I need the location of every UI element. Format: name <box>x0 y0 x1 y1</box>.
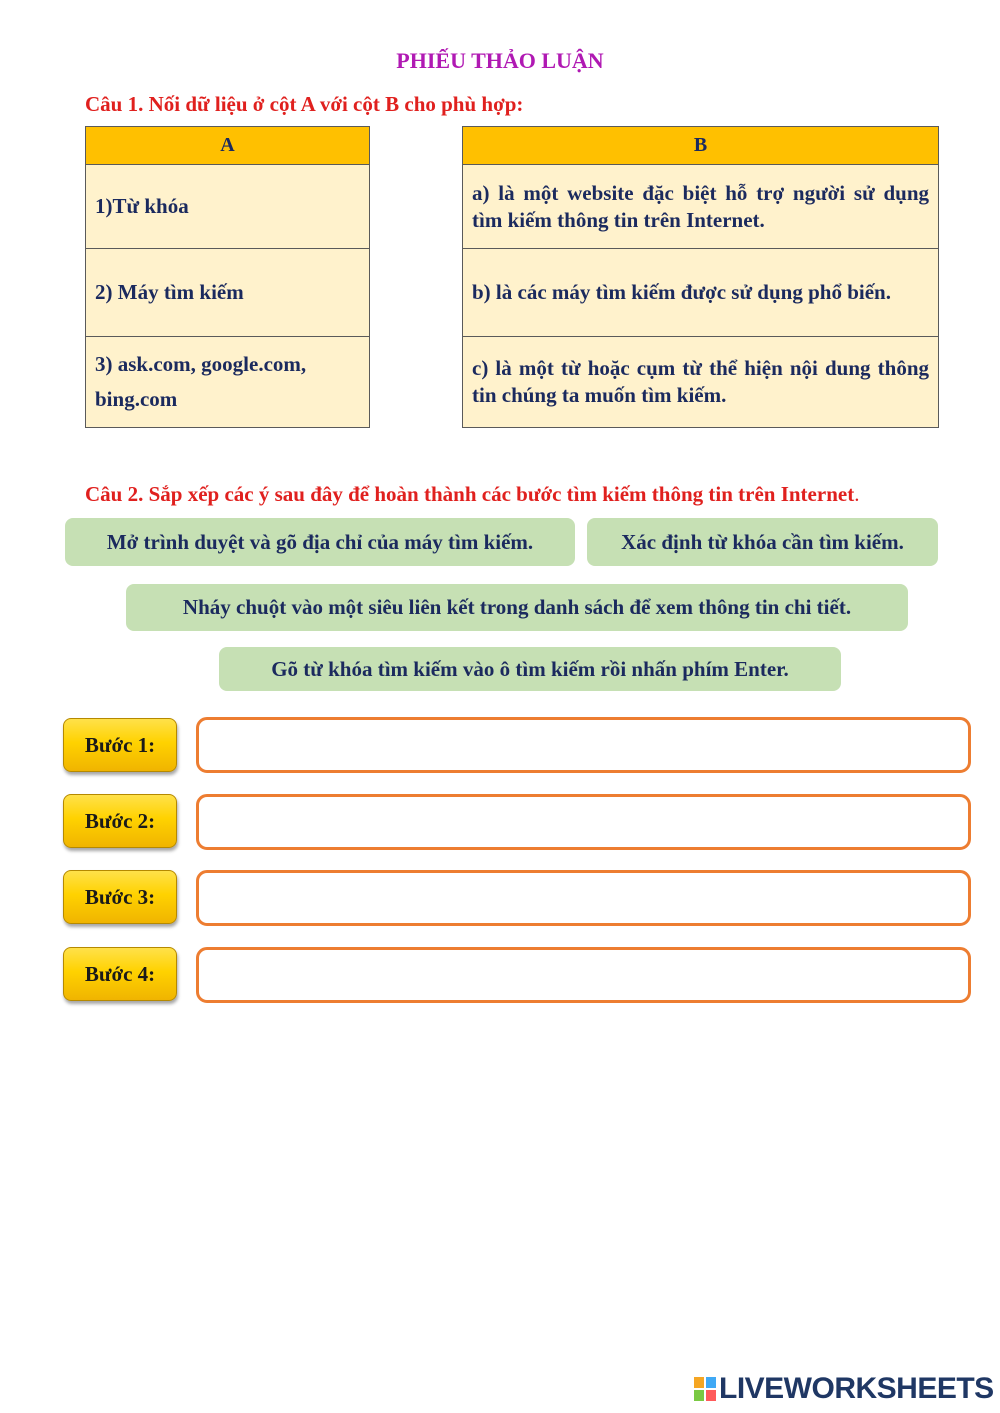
column-b-item-b[interactable]: b) là các máy tìm kiếm được sử dụng phổ biến. <box>463 249 939 337</box>
draggable-option-4[interactable]: Gõ từ khóa tìm kiếm vào ô tìm kiếm rồi nhấn phím Enter. <box>219 647 841 691</box>
step-1-drop-zone[interactable] <box>196 717 971 773</box>
step-3-drop-zone[interactable] <box>196 870 971 926</box>
page-title: PHIẾU THẢO LUẬN <box>396 48 604 73</box>
question-2-text: Câu 2. Sắp xếp các ý sau đây để hoàn thành các bước tìm kiếm thông tin trên Internet <box>85 482 855 506</box>
column-a-item-2[interactable]: 2) Máy tìm kiếm <box>86 249 370 337</box>
draggable-option-3[interactable]: Nháy chuột vào một siêu liên kết trong danh sách để xem thông tin chi tiết. <box>126 584 908 631</box>
liveworksheets-logo-icon <box>694 1377 716 1401</box>
question-1: Câu 1. Nối dữ liệu ở cột A với cột B cho phù hợp: <box>85 92 524 116</box>
column-b-item-a[interactable]: a) là một website đặc biệt hỗ trợ người sử dụng tìm kiếm thông tin trên Internet. <box>463 165 939 249</box>
column-a-item-3[interactable]: 3) ask.com, google.com, bing.com <box>86 337 370 428</box>
question-2-period: . <box>854 482 860 506</box>
table-column-a <box>85 126 370 428</box>
column-b-item-c[interactable]: c) là một từ hoặc cụm từ thể hiện nội dung thông tin chúng ta muốn tìm kiếm. <box>463 337 939 428</box>
liveworksheets-logo-text: LIVEWORKSHEETS <box>719 1372 994 1405</box>
draggable-option-1[interactable]: Mở trình duyệt và gõ địa chỉ của máy tìm kiếm. <box>65 518 575 566</box>
step-2-label: Bước 2: <box>63 794 177 848</box>
column-a-item-1[interactable]: 1)Từ khóa <box>86 165 370 249</box>
column-a-header: A <box>86 127 370 165</box>
question-2 <box>85 482 859 507</box>
liveworksheets-logo <box>694 1372 994 1405</box>
step-2-drop-zone[interactable] <box>196 794 971 850</box>
logo-square-1 <box>694 1377 704 1388</box>
column-b-header: B <box>463 127 939 165</box>
step-4-drop-zone[interactable] <box>196 947 971 1003</box>
logo-square-4 <box>706 1390 716 1401</box>
step-3-label: Bước 3: <box>63 870 177 924</box>
logo-square-2 <box>706 1377 716 1388</box>
logo-square-3 <box>694 1390 704 1401</box>
table-column-b <box>462 126 939 428</box>
step-1-label: Bước 1: <box>63 718 177 772</box>
draggable-option-2[interactable]: Xác định từ khóa cần tìm kiếm. <box>587 518 938 566</box>
step-4-label: Bước 4: <box>63 947 177 1001</box>
